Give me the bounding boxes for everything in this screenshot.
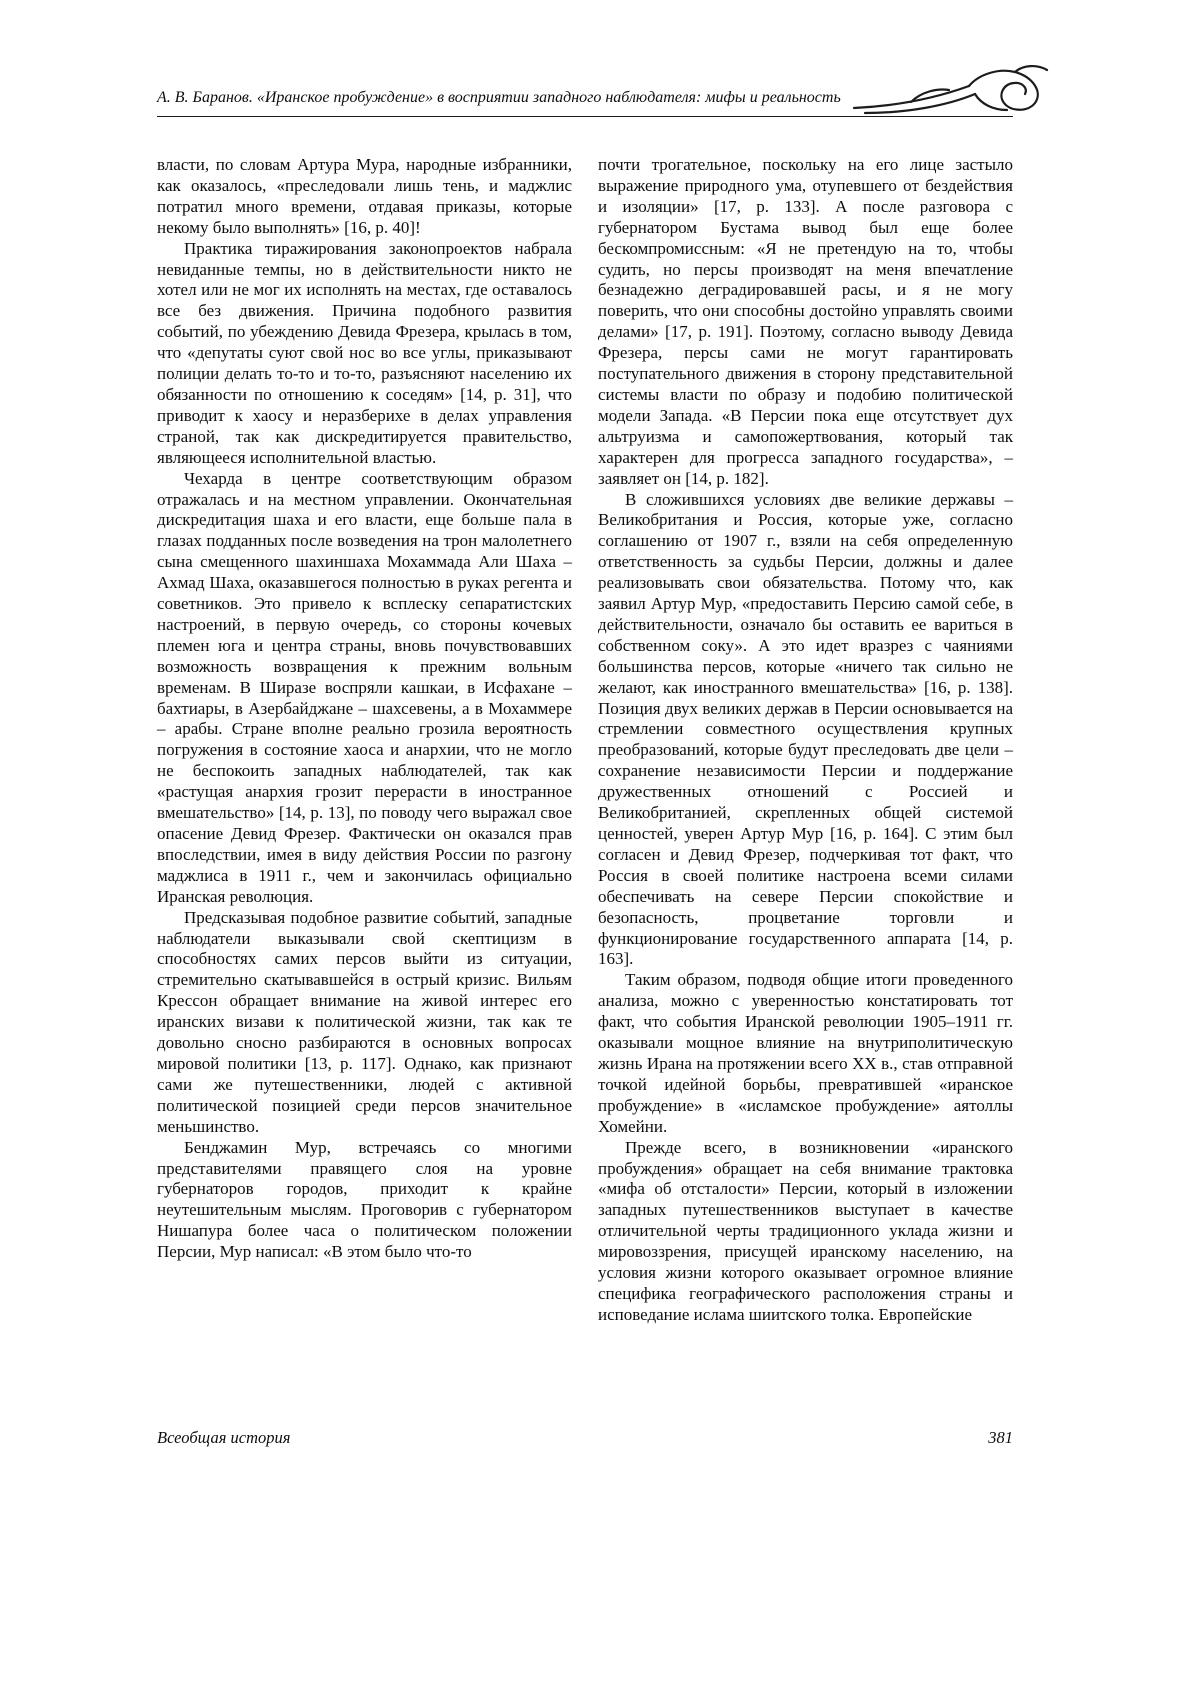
running-head: А. В. Баранов. «Иранское пробуждение» в восприятии западного наблюдателя: мифы и реальность	[157, 89, 841, 106]
paragraph: Таким образом, подводя общие итоги проведенного анализа, можно с уверенностью констатировать тот факт, что события Иранской революции 1905–1911 гг. оказывали мощное влияние на внутриполитическую жизнь Ирана на протяжении всего XX в., став отправной точкой идейной борьбы, превратившей «иранское пробуждение» в «исламское пробуждение» аятоллы Хомейни.	[598, 970, 1013, 1136]
page-header	[157, 88, 1013, 117]
page-number: 381	[988, 1428, 1013, 1447]
paragraph: власти, по словам Артура Мура, народные избранники, как оказалось, «преследовали лишь тень, и маджлис потратил много времени, отдавая приказы, которые некому было выполнять» [16, p. 40]!	[157, 155, 572, 237]
paragraph: Предсказывая подобное развитие событий, западные наблюдатели выказывали свой скептицизм в способностях самих персов выйти из ситуации, стремительно скатывавшейся в острый кризис. Вильям Крессон обращает внимание на живой интерес его иранских визави к политической жизни, так как те довольно сносно разбираются в основных вопросах мировой политики [13, p. 117]. Однако, как признают сами же путешественники, людей с активной политической позицией среди персов значительное меньшинство.	[157, 907, 572, 1136]
paragraph: В сложившихся условиях две великие державы – Великобритания и Россия, которые уже, согласно соглашению от 1907 г., взяли на себя определенную ответственность за судьбы Персии, должны и далее реализовывать свои обязательства. Потому что, как заявил Артур Мур, «предоставить Персию самой себе, в действительности, означало бы оставить ее вариться в собственном соку». А это идет вразрез с чаяниями большинства персов, которые «ничего так сильно не желают, как иностранного вмешательства» [16, p. 138]. Позиция двух великих держав в Персии основывается на стремлении совместного осуществления крупных преобразований, которые будут преследовать две цели – сохранение независимости Персии и поддержание дружественных отношений с Россией и Великобританией, скрепленных общей системой ценностей, уверен Артур Мур [16, p. 164]. С этим был согласен и Девид Фрезер, подчеркивая тот факт, что Россия в своей политике настроена всеми силами обеспечивать на севере Персии спокойствие и безопасность, процветание торговли и функционирование государственного аппарата [14, p. 163].	[598, 489, 1013, 969]
page-footer	[157, 1428, 1013, 1448]
paragraph: почти трогательное, поскольку на его лице застыло выражение природного ума, отупевшего от бездействия и изоляции» [17, p. 133]. А после разговора с губернатором Бустама вывод был еще более бескомпромиссным: «Я не претендую на то, чтобы судить, но персы производят на меня впечатление безнадежно деградировавшей расы, и я не могу поверить, что они способны достойно управлять своими делами» [17, p. 191]. Поэтому, согласно выводу Девида Фрезера, персы сами не могут гарантировать поступательного движения в сторону представительной системы власти по образу и подобию политической модели Запада. «В Персии пока еще отсутствует дух альтруизма и самопожертвования, который так характерен для прогресса западного государства», – заявляет он [14, p. 182].	[598, 155, 1013, 488]
paragraph: Чехарда в центре соответствующим образом отражалась и на местном управлении. Окончательная дискредитация шаха и его власти, еще больше пала в глазах подданных после возведения на трон малолетнего сына смещенного шахиншаха Мохаммада Али Шаха – Ахмад Шаха, оказавшегося полностью в руках регента и советников. Это привело к всплеску сепаратистских настроений, в первую очередь, со стороны кочевых племен юга и центра страны, вновь почувствовавших возможность возвращения к прежним вольным временам. В Ширазе воспряли кашкаи, в Исфахане – бахтиары, в Азербайджане – шахсевены, а в Мохаммере – арабы. Стране вполне реально грозила вероятность погружения в состояние хаоса и анархии, что не могло не беспокоить западных наблюдателей, так как «растущая анархия грозит перерасти в иностранное вмешательство» [14, p. 13], по поводу чего выражал свое опасение Девид Фрезер. Фактически он оказался прав впоследствии, имея в виду действия России по разгону маджлиса в 1911 г., чем и закончилась официально Иранская революция.	[157, 468, 572, 906]
paragraph: Бенджамин Мур, встречаясь со многими представителями правящего слоя на уровне губернаторов городов, приходит к крайне неутешительным мыслям. Проговорив с губернатором Нишапура более часа о политическом положении Персии, Мур написал: «В этом было что-то	[157, 1137, 572, 1262]
left-column	[157, 155, 572, 1326]
right-column	[598, 155, 1013, 1326]
article-body	[157, 155, 1013, 1326]
paragraph: Практика тиражирования законопроектов набрала невиданные темпы, но в действительности никто не хотел или не мог их исполнять на местах, где оставалось все без движения. Причина подобного развития событий, по убеждению Девида Фрезера, крылась в том, что «депутаты суют свой нос во все углы, приказывают полиции делать то-то и то-то, разъясняют населению их обязанности по отношению к соседям» [14, p. 31], что приводит к хаосу и неразберихе в делах управления страной, так как дискредитируется правительство, являющееся исполнительной властью.	[157, 238, 572, 467]
header-rule	[157, 116, 1013, 117]
journal-section: Всеобщая история	[157, 1428, 291, 1447]
paragraph: Прежде всего, в возникновении «иранского пробуждения» обращает на себя внимание трактовка «мифа об отсталости» Персии, который в изложении западных путешественников выступает в качестве отличительной черты традиционного уклада жизни и мировоззрения, присущей иранскому населению, на условия жизни которого оказывает огромное влияние специфика географического расположения страны и исповедание ислама шиитского толка. Европейские	[598, 1137, 1013, 1324]
